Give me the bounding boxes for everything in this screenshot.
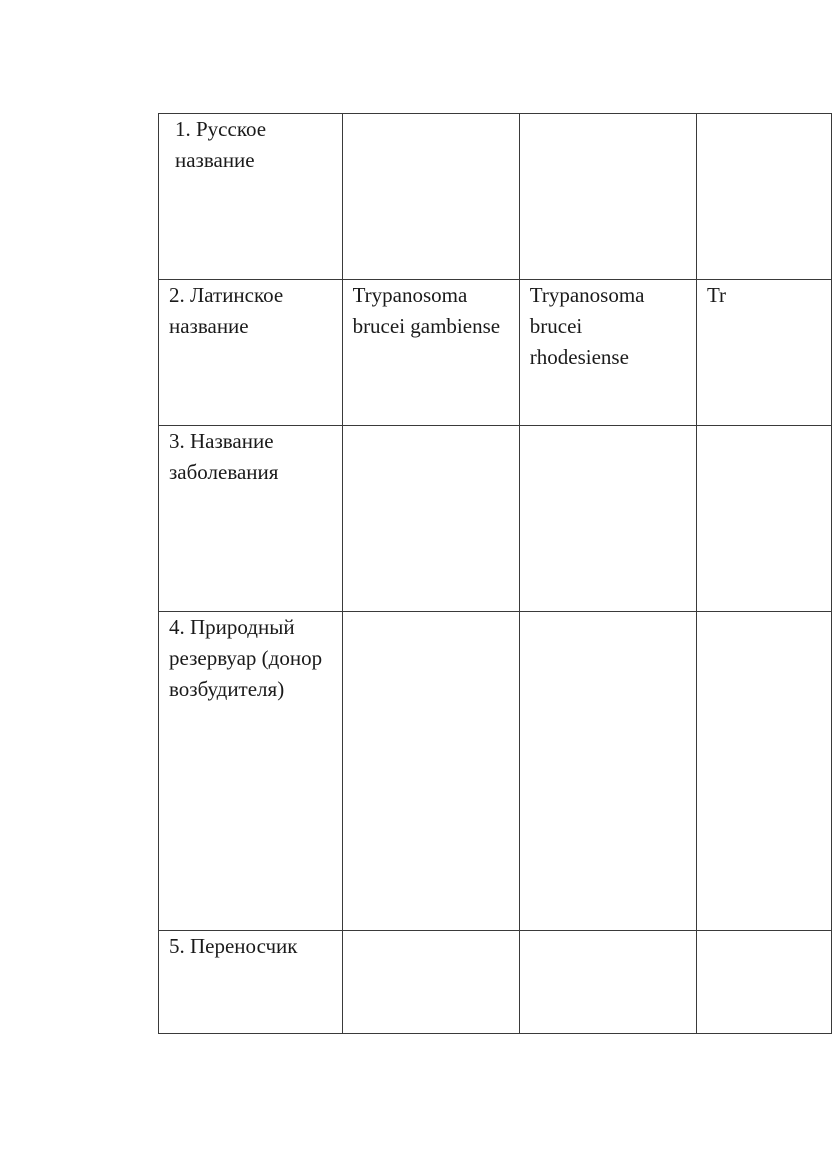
row-header-disease-name — [159, 426, 343, 612]
row-header-label: 1. Русское название — [175, 117, 267, 172]
table-cell — [342, 931, 519, 1034]
row-header-russian-name — [159, 114, 343, 280]
table-row-russian-name — [159, 114, 832, 280]
table-cell — [519, 114, 696, 280]
table-cell — [696, 114, 831, 280]
table-cell — [342, 280, 519, 426]
table-cell — [519, 280, 696, 426]
row-header-natural-reservoir — [159, 612, 343, 931]
table-cell — [696, 612, 831, 931]
row-header-label: 5. Переносчик — [169, 934, 298, 958]
table-cell — [696, 426, 831, 612]
table-cell — [342, 114, 519, 280]
row-header-label: 4. Природный резервуар (донор возбудителя) — [169, 615, 323, 701]
row-header-vector — [159, 931, 343, 1034]
cell-text: Trypanosoma brucei rhodesiense — [529, 283, 645, 369]
cell-text: Trypanosoma brucei gambiense — [352, 283, 501, 338]
table-cell — [519, 426, 696, 612]
parasite-comparison-table — [158, 113, 832, 1034]
table-cell — [696, 931, 831, 1034]
row-header-label: 3. Название заболевания — [169, 429, 279, 484]
table-row-latin-name — [159, 280, 832, 426]
table-cell — [519, 612, 696, 931]
table-cell — [342, 426, 519, 612]
table-cell — [696, 280, 831, 426]
table-cell — [519, 931, 696, 1034]
table-row-natural-reservoir — [159, 612, 832, 931]
table-row-vector — [159, 931, 832, 1034]
table-row-disease-name — [159, 426, 832, 612]
table-cell — [342, 612, 519, 931]
cell-text: Tr — [706, 283, 727, 307]
row-header-label: 2. Латинское название — [169, 283, 284, 338]
row-header-latin-name — [159, 280, 343, 426]
